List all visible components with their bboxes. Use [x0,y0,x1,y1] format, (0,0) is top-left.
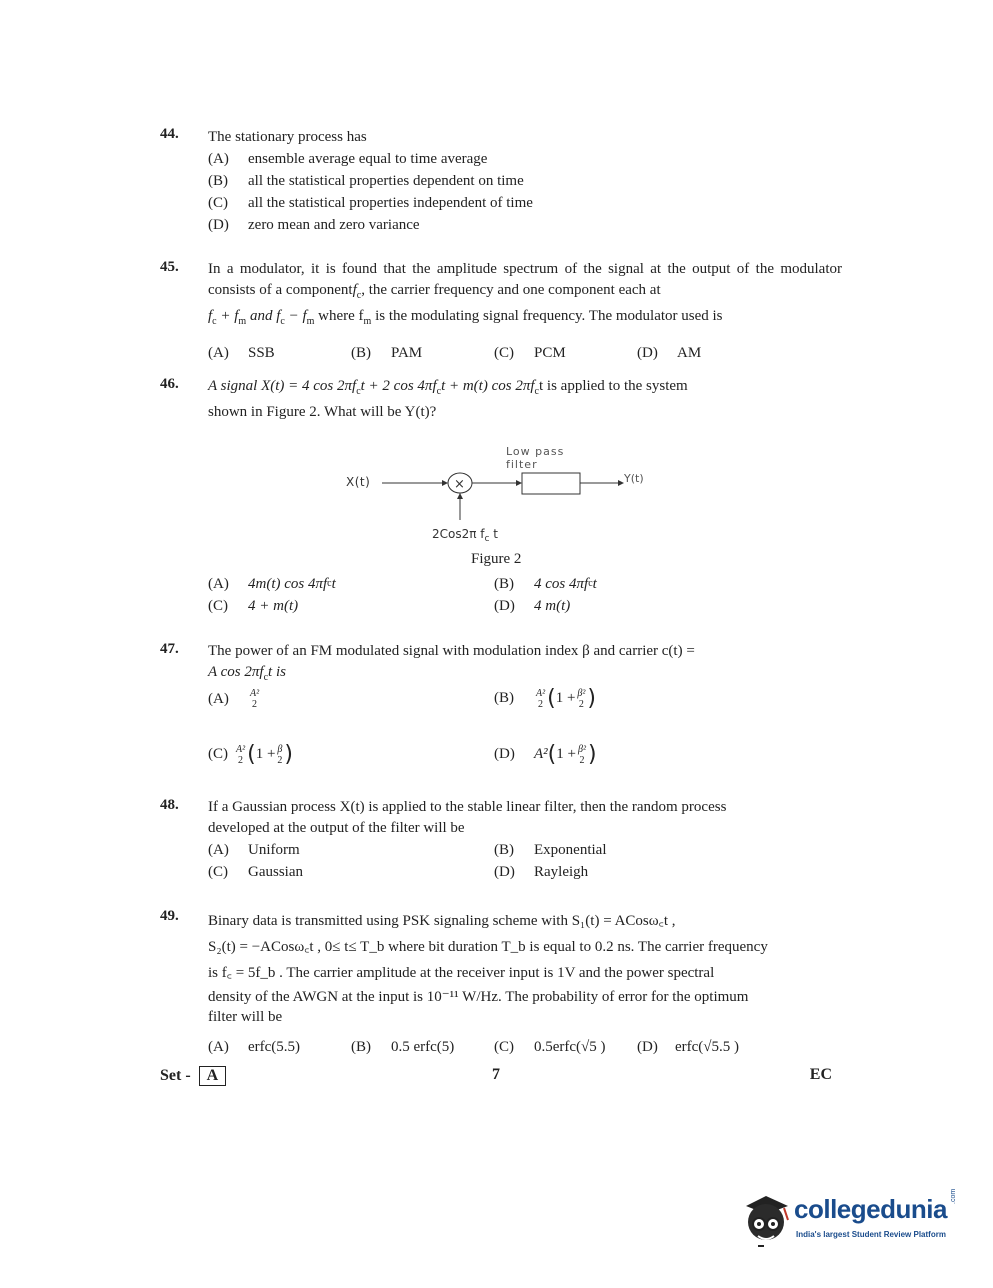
option-c: (C) Gaussian [208,864,303,880]
question-48 [160,797,842,883]
question-47 [160,641,842,688]
option-b: (B) 4 cos 4πf c t [494,576,597,592]
figure-caption: Figure 2 [471,551,522,567]
brand-dotcom: .com [950,1188,957,1204]
question-number: 45. [160,259,179,275]
question-number: 48. [160,797,179,813]
filter-label-2: filter [506,458,538,471]
collegedunia-logo [736,1180,966,1250]
question-stem: In a modulator, it is found that the amplitude spectrum of the signal at the output of the modulator consists of a componentf$_c$, the carrier frequency and one component each at $f_c + f_m$ and $f_c - f_m$ where $f_m$ is the modulating signal frequency. The modulator used is [208,261,842,327]
question-45 [160,259,842,364]
page-number: 7 [492,1066,500,1083]
option-d: (D) erfc(√5.5 ) [637,1039,740,1055]
input-label: X(t) [346,475,371,489]
question-46-options [208,573,848,617]
option-d: (D) Rayleigh [494,864,589,880]
carrier-label: 2Cos2π $f_c$ t [432,527,498,544]
question-number: 44. [160,126,179,142]
option-c: (C) 0.5erfc(√5 ) [494,1039,606,1055]
option-b: (B) Exponential [494,842,607,858]
option-d: (D) A² ( 1 + β² 2 ) [494,742,597,767]
option-a: (A) SSB [208,345,275,361]
question-number: 49. [160,908,179,924]
question-stem: Binary data is transmitted using PSK signaling scheme with S₁(t) = ACosω꜀t , S₂(t) = −ACosω꜀t , 0≤ t≤ T_b where bit duration T_b is equal to 0.2 ns. The carrier frequency is f꜀ = 5f_b . The carrier amplitude at the receiver input is 1V and the power spectral density of the AWGN at the input is 10⁻¹¹ W/Hz. The probability of error for the optimum filter will be [208,913,768,1025]
option-d: (D) zero mean and zero variance [208,217,420,233]
filter-label-1: Low pass [506,445,565,458]
low-pass-filter-box [522,473,580,494]
mixer-symbol: × [454,477,465,492]
option-d: (D) AM [637,345,702,361]
option-a: (A) erfc(5.5) [208,1039,301,1055]
input-arrow [442,480,448,486]
question-number: 47. [160,641,179,657]
question-stem: The power of an FM modulated signal with modulation index β and carrier c(t) = A $\cos 2\pi f_ct$ is [208,643,695,683]
brand-tagline: India's largest Student Review Platform [796,1230,946,1239]
question-47-options [208,682,848,782]
option-a: (A) 4m(t) cos 4πf c t [208,576,336,592]
option-a: (A) Uniform [208,842,300,858]
option-b: (B) A² 2 ( 1 + β² 2 ) [494,686,596,711]
mascot-icon [736,1180,798,1250]
question-46 [160,376,842,423]
option-c: (C) 4 + m(t) [208,598,299,614]
question-stem: The stationary process has [208,129,367,145]
brand-name: collegedunia [794,1194,947,1224]
option-b: (B) PAM [351,345,423,361]
question-stem: A signal X(t) = 4 $\cos 2\pi f_ct + 2$ $\cos 4\pi f_ct + m(t)$ $\cos 2\pi f_ct$ is applied to the system shown in Figure 2. What will be Y(t)? [208,378,688,420]
option-c: (C) all the statistical properties independent of time [208,195,533,211]
subject-code: EC [809,1066,832,1083]
option-b: (B) 0.5 erfc(5) [351,1039,455,1055]
option-c: (C) A² 2 ( 1 + β 2 ) [208,742,294,767]
output-label: Y(t) [624,472,644,485]
question-44 [160,126,842,236]
page-footer [160,1066,832,1086]
set-label: Set - [160,1067,191,1084]
set-value: A [199,1066,227,1086]
option-a: (A) A² 2 [208,688,260,710]
question-number: 46. [160,376,179,392]
mixer-output-arrow [516,480,522,486]
option-b: (B) all the statistical properties dependent on time [208,173,524,189]
question-49 [160,908,842,1058]
figure-2-block-diagram [330,440,670,550]
option-d: (D) 4 m(t) [494,598,571,614]
option-a: (A) ensemble average equal to time average [208,151,488,167]
option-c: (C) PCM [494,345,566,361]
carrier-arrow [457,493,463,499]
question-stem: If a Gaussian process X(t) is applied to the stable linear filter, then the random process developed at the output of the filter will be [208,799,727,836]
